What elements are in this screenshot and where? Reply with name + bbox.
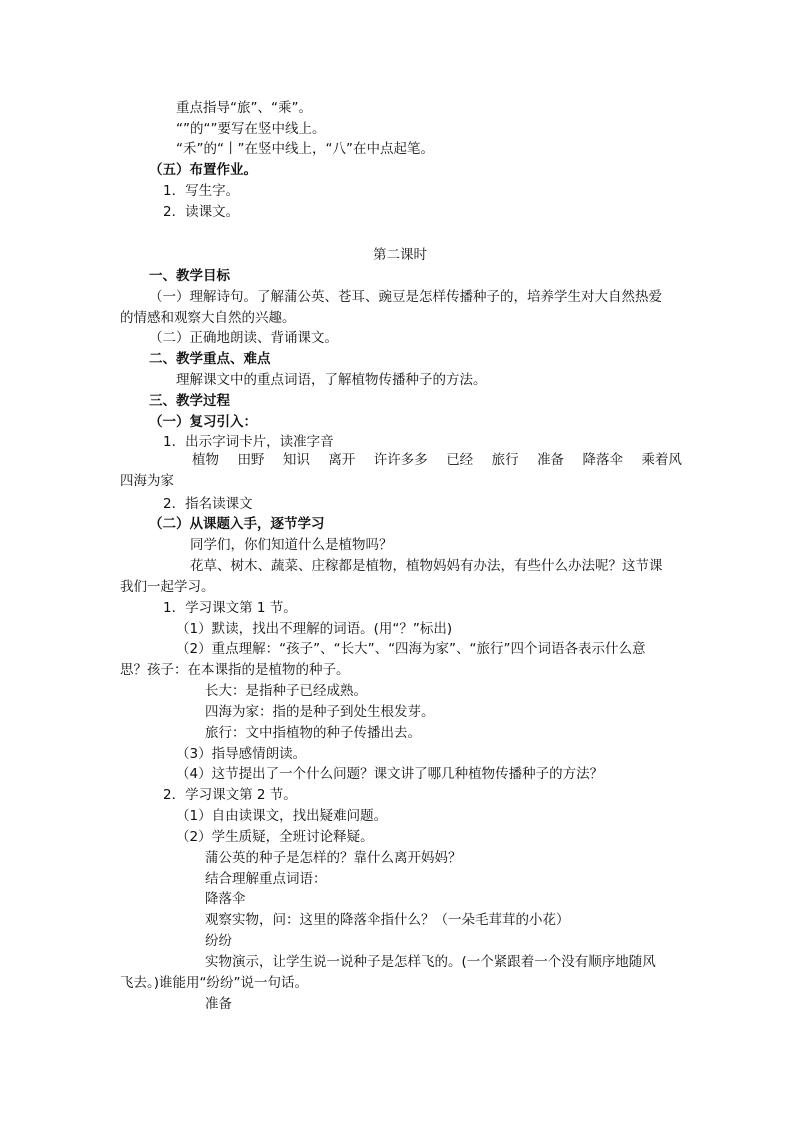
text-line: “禾”的“丨”在竖中线上，“八”在中点起笔。: [176, 141, 434, 157]
text-line: 思？孩子：在本课指的是植物的种子。: [120, 662, 350, 678]
text-line: 花草、树木、蔬菜、庄稼都是植物，植物妈妈有办法，有些什么办法呢？这节课: [190, 558, 663, 574]
list-item: 1．出示字词卡片，读准字音: [163, 434, 334, 450]
word-card: 准备: [537, 452, 565, 468]
list-item: （4）这节提出了一个什么问题？课文讲了哪几种植物传播种子的方法？: [176, 766, 604, 782]
word-card: 已经: [446, 452, 474, 468]
lesson-title: 第二课时: [373, 247, 427, 263]
list-item: （3）指导感情朗读。: [176, 746, 307, 762]
subsection-heading: （二）从课题入手，逐节学习: [149, 516, 325, 532]
section-heading: 一、教学目标: [149, 268, 230, 284]
text-line: 长大：是指种子已经成熟。: [205, 683, 367, 699]
word-card: 旅行: [491, 452, 519, 468]
word-card: 田野: [237, 452, 265, 468]
word-card: 离开: [328, 452, 356, 468]
word-card: 知识: [282, 452, 310, 468]
word-card: 乘着风: [641, 452, 682, 468]
word-card: 降落伞: [582, 452, 623, 468]
text-line: 观察实物，问：这里的降落伞指什么？（一朵毛茸茸的小花）: [205, 912, 570, 928]
text-line: 降落伞: [205, 891, 246, 907]
word-card-list: [192, 451, 682, 469]
list-item: 2．指名读课文: [163, 496, 253, 512]
list-item: （1）自由读课文，找出疑难问题。: [176, 808, 388, 824]
text-line: 重点指导“旅”、“乘”。: [176, 100, 312, 116]
text-line: 准备: [205, 996, 232, 1012]
text-line: 实物演示，让学生说一说种子是怎样飞的。(一个紧跟着一个没有顺序地随风: [205, 954, 656, 970]
text-line: 旅行：文中指植物的种子传播出去。: [205, 725, 421, 741]
text-line: 纷纷: [205, 933, 232, 949]
list-item: 2．学习课文第 2 节。: [163, 787, 297, 803]
list-item: （1）默读，找出不理解的词语。(用“？”标出): [176, 621, 453, 637]
text-line: “”的“”要写在竖中线上。: [176, 121, 326, 137]
text-line: 蒲公英的种子是怎样的？靠什么离开妈妈？: [205, 850, 462, 866]
section-heading: （五）布置作业。: [149, 162, 257, 178]
text-line: 理解课文中的重点词语，了解植物传播种子的方法。: [176, 372, 487, 388]
text-line: 结合理解重点词语：: [205, 871, 327, 887]
text-line: 我们一起学习。: [120, 579, 215, 595]
word-card: 植物: [192, 452, 219, 468]
list-item: 2．读课文。: [163, 204, 240, 220]
word-card: 许许多多: [373, 452, 428, 468]
text-line: 同学们，你们知道什么是植物吗？: [190, 537, 393, 553]
subsection-heading: （一）复习引入：: [149, 414, 257, 430]
text-line: 的情感和观察大自然的兴趣。: [120, 310, 296, 326]
text-line: （二）正确地朗读、背诵课文。: [149, 330, 338, 346]
section-heading: 二、教学重点、难点: [149, 351, 271, 367]
text-line: 飞去。)谁能用“纷纷”说一句话。: [120, 975, 309, 991]
list-item: 1．学习课文第 1 节。: [163, 600, 297, 616]
list-item: （2）重点理解：“孩子”、“长大”、“四海为家”、“旅行”四个词语各表示什么意: [176, 641, 646, 657]
list-item: （2）学生质疑，全班讨论释疑。: [176, 829, 374, 845]
section-heading: 三、教学过程: [149, 393, 230, 409]
text-line: 四海为家: [120, 473, 174, 489]
text-line: 四海为家：指的是种子到处生根发芽。: [205, 704, 435, 720]
text-line: （一）理解诗句。了解蒲公英、苍耳、豌豆是怎样传播种子的，培养学生对大自然热爱: [149, 289, 662, 305]
list-item: 1．写生字。: [163, 183, 240, 199]
